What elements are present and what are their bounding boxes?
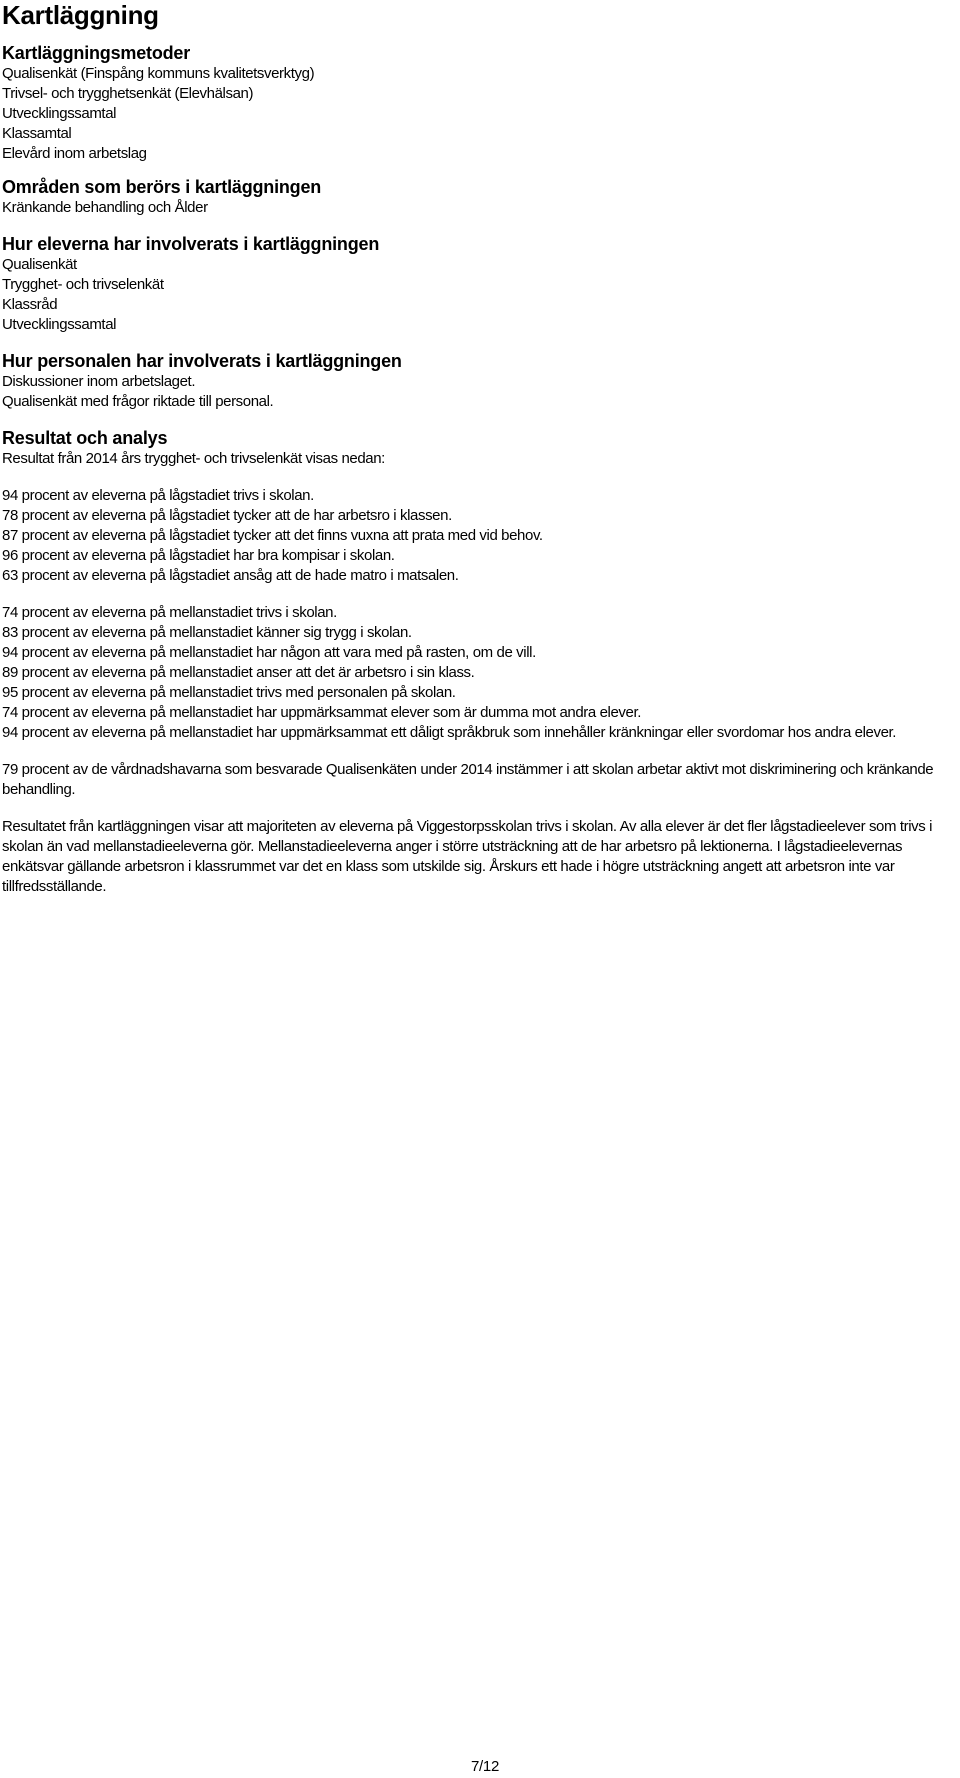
section-heading: Kartläggningsmetoder [2,43,191,63]
text-line: Kränkande behandling och Ålder [2,199,208,216]
result-line: 96 procent av eleverna på lågstadiet har bra kompisar i skolan. [2,547,395,564]
section-results [2,427,960,897]
result-line: 78 procent av eleverna på lågstadiet tycker att de har arbetsro i klassen. [2,507,452,524]
section-students-involved [2,233,960,335]
results-intro: Resultat från 2014 års trygghet- och trivselenkät visas nedan: [2,450,385,467]
text-line: Qualisenkät med frågor riktade till personal. [2,393,274,410]
section-heading: Områden som berörs i kartläggningen [2,177,322,197]
result-line: 83 procent av eleverna på mellanstadiet känner sig trygg i skolan. [2,624,412,641]
guardians-paragraph: 79 procent av de vårdnadshavarna som besvarade Qualisenkäten under 2014 instämmer i att skolan arbetar aktivt mot diskriminering och kränkande behandling. [2,761,934,798]
lower-school-results [2,486,960,586]
document-title: Kartläggning [2,0,159,30]
analysis-paragraph: Resultatet från kartläggningen visar att majoriteten av eleverna på Viggestorpsskolan trivs i skolan. Av alla elever är det fler lågstadieelever som trivs i skolan än vad mellanstadieeleverna gör. Mellanstadieeleverna anger i större utsträckning att de har arbetsro på lektionerna. I lågstadieelevernas enkätsvar gällande arbetsron i klassrummet var det en klass som utskilde sig. Årskurs ett hade i högre utsträckning angett att arbetsron inte var tillfredsställande. [2,818,933,895]
text-line: Diskussioner inom arbetslaget. [2,373,196,390]
text-line: Klassråd [2,296,58,313]
text-line: Trygghet- och trivselenkät [2,276,164,293]
page-number: 7/12 [471,1758,499,1775]
section-heading: Hur eleverna har involverats i kartläggningen [2,234,380,254]
text-line: Utvecklingssamtal [2,316,117,333]
result-line: 63 procent av eleverna på lågstadiet ansåg att de hade matro i matsalen. [2,567,459,584]
result-line: 94 procent av eleverna på lågstadiet trivs i skolan. [2,487,314,504]
text-line: Trivsel- och trygghetsenkät (Elevhälsan) [2,85,254,102]
text-line: Elevård inom arbetslag [2,145,147,162]
section-areas [2,176,960,218]
result-line: 74 procent av eleverna på mellanstadiet trivs i skolan. [2,604,337,621]
result-line: 94 procent av eleverna på mellanstadiet har uppmärksammat ett dåligt språkbruk som innehåller kränkningar eller svordomar hos andra elever. [2,724,897,741]
text-line: Qualisenkät [2,256,77,273]
section-heading: Hur personalen har involverats i kartläggningen [2,351,402,371]
section-methods [2,42,960,164]
results-heading: Resultat och analys [2,428,168,448]
result-line: 89 procent av eleverna på mellanstadiet anser att det är arbetsro i sin klass. [2,664,475,681]
text-line: Utvecklingssamtal [2,105,117,122]
result-line: 94 procent av eleverna på mellanstadiet har någon att vara med på rasten, om de vill. [2,644,536,661]
text-line: Qualisenkät (Finspång kommuns kvalitetsverktyg) [2,65,315,82]
section-staff-involved [2,350,960,412]
text-line: Klassamtal [2,125,72,142]
result-line: 95 procent av eleverna på mellanstadiet trivs med personalen på skolan. [2,684,456,701]
result-line: 87 procent av eleverna på lågstadiet tycker att det finns vuxna att prata med vid behov. [2,527,543,544]
middle-school-results [2,603,960,743]
result-line: 74 procent av eleverna på mellanstadiet har uppmärksammat elever som är dumma mot andra elever. [2,704,642,721]
